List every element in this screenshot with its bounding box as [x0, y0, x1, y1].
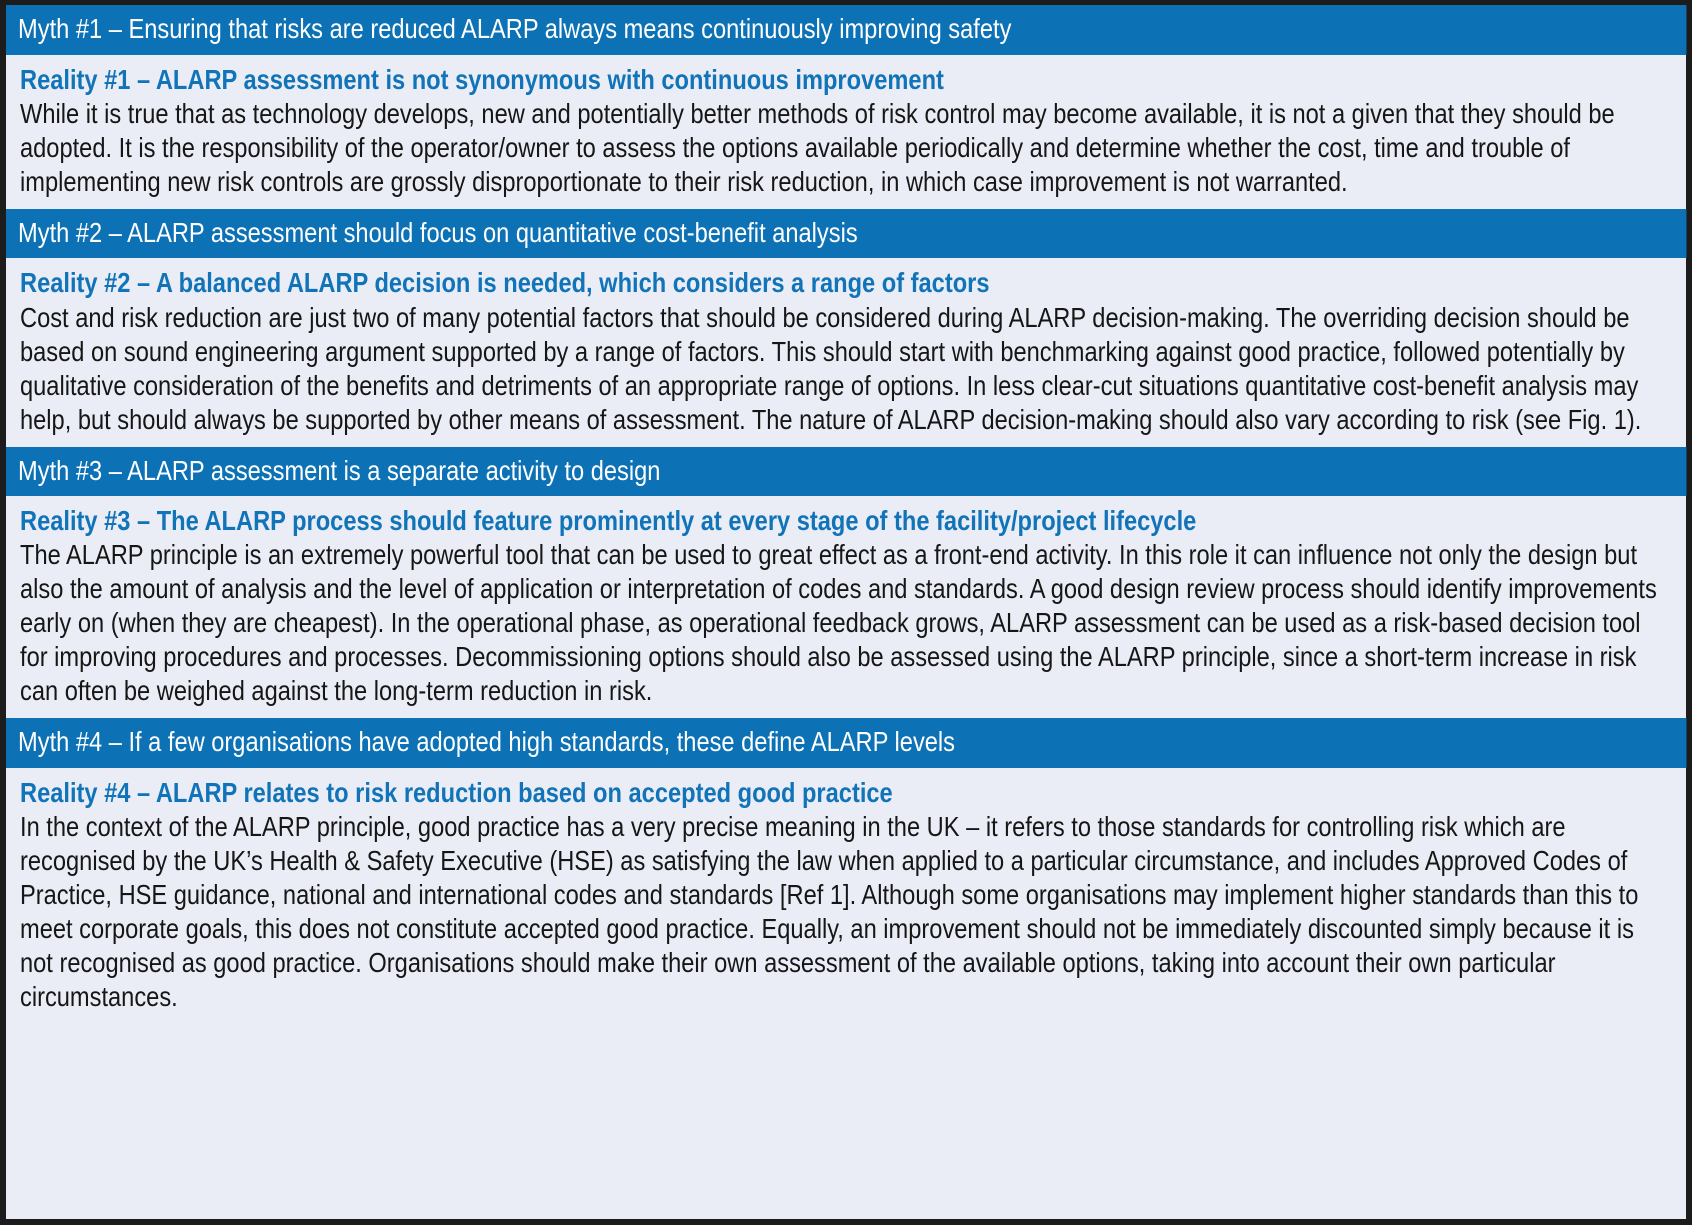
myth-header-1: Myth #1 – Ensuring that risks are reduced ALARP always means continuously improving safety	[6, 5, 1686, 55]
reality-block-4	[6, 768, 1686, 1024]
myth-header-3: Myth #3 – ALARP assessment is a separate activity to design	[6, 447, 1686, 497]
bottom-spacer	[6, 1024, 1686, 1219]
reality-block-3	[6, 496, 1686, 718]
reality-body-4: In the context of the ALARP principle, good practice has a very precise meaning in the UK – it refers to those standards for controlling risk which are recognised by the UK’s Health & Safety Executive (HSE) as satisfying the law when applied to a particular circumstance, and includes Approved Codes of Practice, HSE guidance, national and international codes and standards [Ref 1]. Although some organisations may implement higher standards than this to meet corporate goals, this does not constitute accepted good practice. Equally, an improvement should not be immediately discounted simply because it is not recognised as good practice. Organisations should make their own assessment of the available options, taking into account their own particular circumstances.	[20, 811, 1639, 1012]
reality-heading-2: Reality #2 – A balanced ALARP decision is needed, which considers a range of factors	[20, 267, 990, 299]
reality-block-2	[6, 258, 1686, 446]
myth-header-4: Myth #4 – If a few organisations have adopted high standards, these define ALARP levels	[6, 718, 1686, 768]
reality-inner-4	[20, 777, 1672, 1014]
reality-inner-2	[20, 267, 1672, 436]
reality-heading-1: Reality #1 – ALARP assessment is not synonymous with continuous improvement	[20, 63, 944, 95]
reality-body-1: While it is true that as technology develops, new and potentially better methods of risk control may become available, it is not a given that they should be adopted. It is the responsibility of the operator/owner to assess the options available periodically and determine whether the cost, time and trouble of implementing new risk controls are grossly disproportionate to their risk reduction, in which case improvement is not warranted.	[20, 97, 1615, 197]
reality-heading-3: Reality #3 – The ALARP process should feature prominently at every stage of the facility/project lifecycle	[20, 505, 1197, 537]
reality-block-1	[6, 55, 1686, 209]
myths-realities-table	[6, 5, 1686, 1219]
reality-body-3: The ALARP principle is an extremely powerful tool that can be used to great effect as a front-end activity. In this role it can influence not only the design but also the amount of analysis and the level of application or interpretation of codes and standards. A good design review process should identify improvements early on (when they are cheapest). In the operational phase, as operational feedback grows, ALARP assessment can be used as a risk-based decision tool for improving procedures and processes. Decommissioning options should also be assessed using the ALARP principle, since a short-term increase in risk can often be weighed against the long-term reduction in risk.	[20, 539, 1657, 707]
myth-header-2: Myth #2 – ALARP assessment should focus on quantitative cost-benefit analysis	[6, 209, 1686, 259]
reality-inner-3	[20, 505, 1672, 708]
reality-body-2: Cost and risk reduction are just two of many potential factors that should be considered during ALARP decision-making. The overriding decision should be based on sound engineering argument supported by a range of factors. This should start with benchmarking against good practice, followed potentially by qualitative consideration of the benefits and detriments of an appropriate range of options. In less clear-cut situations quantitative cost-benefit analysis may help, but should always be supported by other means of assessment. The nature of ALARP decision-making should also vary according to risk (see Fig. 1).	[20, 301, 1642, 435]
reality-heading-4: Reality #4 – ALARP relates to risk reduction based on accepted good practice	[20, 776, 893, 808]
reality-inner-1	[20, 64, 1672, 199]
